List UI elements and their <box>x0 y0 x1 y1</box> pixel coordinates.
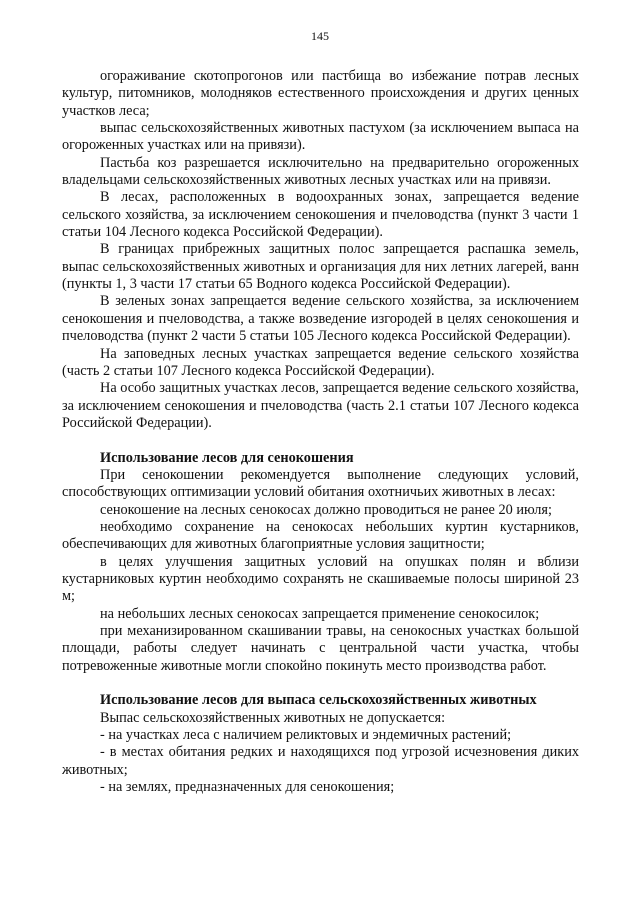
paragraph: Выпас сельскохозяйственных животных не допускается: <box>100 709 446 726</box>
paragraph: на небольших лесных сенокосах запрещается применение сенокосилок; <box>100 605 540 622</box>
section-heading-haymaking: Использование лесов для сенокошения <box>100 449 354 466</box>
paragraph: выпас сельскохозяйственных животных пастухом (за исключением выпаса на огороженных участках или на привязи). <box>62 120 579 154</box>
paragraph: сенокошение на лесных сенокосах должно проводиться не ранее 20 июля; <box>100 501 552 518</box>
paragraph: при механизированном скашивании травы, на сенокосных участках большой площади, работы следует начинать с центральной части участка, чтобы потревоженные животные могли спокойно покинуть место производства работ. <box>62 623 579 674</box>
list-item: - в местах обитания редких и находящихся под угрозой исчезновения диких животных; <box>62 744 579 778</box>
paragraph: На заповедных лесных участках запрещается ведение сельского хозяйства (часть 2 статьи 107 Лесного кодекса Российской Федерации). <box>62 345 579 379</box>
paragraph: На особо защитных участках лесов, запрещается ведение сельского хозяйства, за исключением сенокошения и пчеловодства (часть 2.1 статьи 107 Лесного кодекса Российской Федерации). <box>62 380 579 431</box>
paragraph: В лесах, расположенных в водоохранных зонах, запрещается ведение сельского хозяйства, за исключением сенокошения и пчеловодства (пункт 3 части 1 статьи 104 Лесного кодекса Российской Федерации). <box>62 189 579 241</box>
paragraph: в целях улучшения защитных условий на опушках полян и вблизи кустарниковых куртин необходимо сохранять не скашиваемые полосы шириной 23 м; <box>62 553 579 605</box>
paragraph: необходимо сохранение на сенокосах небольших куртин кустарников, обеспечивающих для животных благоприятные условия защитности; <box>62 518 579 553</box>
paragraph: огораживание скотопрогонов или пастбища во избежание потрав лесных культур, питомников, молодняков естественного происхождения и других ценных участков леса; <box>62 68 579 119</box>
list-item: - на землях, предназначенных для сенокошения; <box>100 779 395 796</box>
paragraph: При сенокошении рекомендуется выполнение следующих условий, способствующих оптимизации условий обитания охотничьих животных в лесах: <box>62 466 579 501</box>
paragraph: В зеленых зонах запрещается ведение сельского хозяйства, за исключением сенокошения и пчеловодства, а также возведение изгородей в целях сенокошения и пчеловодства (пункт 2 части 5 статьи 105 Лесного кодекса Российской Федерации). <box>62 293 579 345</box>
section-heading-grazing: Использование лесов для выпаса сельскохозяйственных животных <box>100 692 537 709</box>
list-item: - на участках леса с наличием реликтовых и эндемичных растений; <box>100 727 512 744</box>
paragraph: Пастьба коз разрешается исключительно на предварительно огороженных владельцами сельскохозяйственных животных лесных участках или на привязи. <box>62 154 579 189</box>
section-spacer <box>62 432 579 449</box>
section-spacer <box>62 675 579 692</box>
paragraph: В границах прибрежных защитных полос запрещается распашка земель, выпас сельскохозяйственных животных и организация для них летних лагерей, ванн (пункты 1, 3 части 17 статьи 65 Водного кодекса Российской Федерации). <box>62 241 579 293</box>
page-number: 145 <box>311 29 329 43</box>
document-body <box>62 68 579 796</box>
